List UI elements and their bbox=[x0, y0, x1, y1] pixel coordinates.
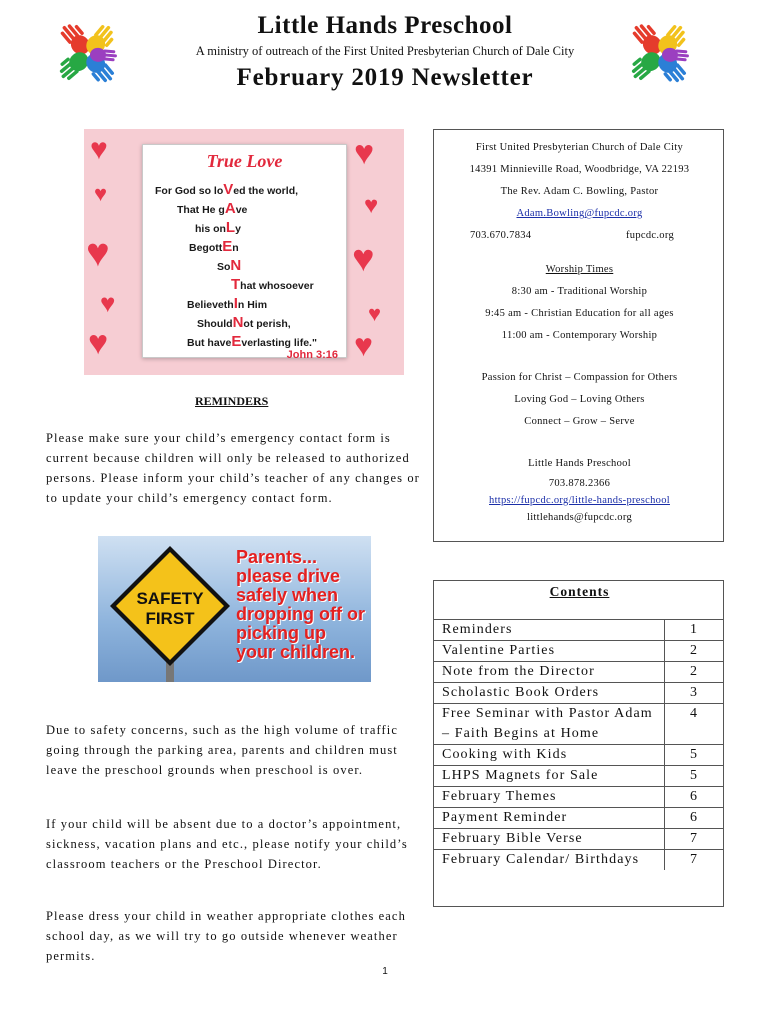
worship-time-1: 8:30 am - Traditional Worship bbox=[511, 286, 648, 297]
heart-icon: ♥ bbox=[88, 325, 109, 362]
reminders-paragraph-3: If your child will be absent due to a doctor’s appointment, sickness, vacation plans and etc., please notify your child’s classroom teachers or the Preschool Director. bbox=[46, 817, 408, 871]
verse-line: BelievethIn Him bbox=[187, 295, 268, 312]
verse-image bbox=[84, 129, 404, 375]
toc-label: February Themes bbox=[434, 787, 665, 808]
safety-sign-line-1: SAFETY bbox=[136, 589, 204, 608]
toc-label: LHPS Magnets for Sale bbox=[434, 766, 665, 787]
reminders-paragraph-4: Please dress your child in weather appropriate clothes each school day, as we will try to go outside whenever weather permits. bbox=[46, 909, 406, 963]
table-row bbox=[434, 745, 723, 766]
verse-line: For God so loVed the world, bbox=[155, 181, 299, 198]
toc-page: 1 bbox=[665, 620, 724, 641]
verse-heading: True Love bbox=[206, 151, 283, 171]
toc-label: Reminders bbox=[434, 620, 665, 641]
table-row bbox=[434, 683, 723, 704]
heart-icon: ♥ bbox=[352, 238, 375, 280]
toc-page: 3 bbox=[665, 683, 724, 704]
preschool-name: Little Hands Preschool bbox=[528, 458, 631, 469]
verse-card bbox=[142, 144, 347, 361]
heart-icon: ♥ bbox=[368, 301, 382, 326]
worship-time-3: 11:00 am - Contemporary Worship bbox=[501, 330, 658, 341]
toc-page: 6 bbox=[665, 808, 724, 829]
pastor-name: The Rev. Adam C. Bowling, Pastor bbox=[500, 186, 659, 197]
toc-label: Free Seminar with Pastor Adam – Faith Begins at Home bbox=[434, 704, 665, 745]
church-phone: 703.670.7834 bbox=[470, 230, 532, 241]
safety-message: Parents... please drive safely when dropping off or picking up your children. bbox=[236, 547, 365, 662]
toc-page: 5 bbox=[665, 766, 724, 787]
reminders-paragraph-2: Due to safety concerns, such as the high volume of traffic going through the parking area, parents and children must leave the preschool grounds when preschool is over. bbox=[46, 723, 399, 777]
heart-icon: ♥ bbox=[100, 289, 116, 318]
preschool-phone: 703.878.2366 bbox=[548, 478, 611, 489]
toc-page: 2 bbox=[665, 662, 724, 683]
contents-heading: Contents bbox=[549, 584, 610, 599]
safety-first-image bbox=[98, 536, 371, 682]
table-row bbox=[434, 641, 723, 662]
toc-label: Payment Reminder bbox=[434, 808, 665, 829]
toc-label: Cooking with Kids bbox=[434, 745, 665, 766]
verse-line: That He gAve bbox=[177, 200, 248, 217]
preschool-email: littlehands@fupcdc.org bbox=[526, 512, 632, 523]
heart-icon: ♥ bbox=[354, 327, 373, 363]
toc-label: Note from the Director bbox=[434, 662, 665, 683]
contents-box bbox=[433, 580, 724, 907]
newsletter-org-title: Little Hands Preschool bbox=[257, 12, 513, 39]
table-row bbox=[434, 829, 723, 850]
verse-line: That whosoever bbox=[231, 276, 314, 293]
church-info-box bbox=[433, 129, 724, 542]
page-number: 1 bbox=[382, 966, 388, 977]
preschool-url-link[interactable]: https://fupcdc.org/little-hands-preschool bbox=[489, 495, 670, 506]
table-row bbox=[434, 662, 723, 683]
toc-page: 7 bbox=[665, 850, 724, 871]
heart-icon: ♥ bbox=[90, 133, 108, 166]
newsletter-title: February 2019 Newsletter bbox=[236, 64, 534, 91]
motto-line-2: Loving God – Loving Others bbox=[514, 394, 645, 405]
motto-line-3: Connect – Grow – Serve bbox=[524, 416, 635, 427]
heart-icon: ♥ bbox=[364, 193, 379, 219]
table-row bbox=[434, 787, 723, 808]
reminders-paragraph-1: Please make sure your child’s emergency contact form is current because children will only be released to authorized persons. Please inform your child’s teacher of any changes or to update your child’s emergency contact form. bbox=[46, 431, 420, 505]
verse-reference: John 3:16 bbox=[286, 349, 338, 361]
table-row bbox=[434, 620, 723, 641]
church-address: 14391 Minnieville Road, Woodbridge, VA 22193 bbox=[469, 164, 690, 175]
worship-heading: Worship Times bbox=[545, 264, 614, 275]
verse-line: BegottEn bbox=[189, 238, 239, 255]
church-website: fupcdc.org bbox=[626, 230, 674, 241]
toc-page: 7 bbox=[665, 829, 724, 850]
verse-line: ShouldNot perish, bbox=[197, 314, 291, 331]
toc-page: 6 bbox=[665, 787, 724, 808]
heart-icon: ♥ bbox=[86, 230, 110, 275]
toc-page: 2 bbox=[665, 641, 724, 662]
safety-sign-icon bbox=[106, 542, 236, 682]
verse-line: SoN bbox=[217, 257, 242, 274]
contents-table bbox=[434, 619, 723, 870]
toc-page: 4 bbox=[665, 704, 724, 745]
table-row bbox=[434, 808, 723, 829]
motto-line-1: Passion for Christ – Compassion for Others bbox=[481, 372, 678, 383]
worship-time-2: 9:45 am - Christian Education for all ages bbox=[485, 308, 674, 319]
heart-icon: ♥ bbox=[94, 181, 108, 206]
table-row bbox=[434, 766, 723, 787]
verse-line: his onLy bbox=[195, 219, 241, 236]
heart-icon: ♥ bbox=[354, 135, 375, 172]
reminders-heading: REMINDERS bbox=[195, 394, 269, 408]
toc-page: 5 bbox=[665, 745, 724, 766]
table-row bbox=[434, 704, 723, 745]
toc-label: Valentine Parties bbox=[434, 641, 665, 662]
ministry-subtitle: A ministry of outreach of the First United Presbyterian Church of Dale City bbox=[195, 44, 575, 58]
church-name: First United Presbyterian Church of Dale City bbox=[475, 142, 684, 153]
pastor-email-link[interactable]: Adam.Bowling@fupcdc.org bbox=[516, 208, 643, 219]
toc-label: Scholastic Book Orders bbox=[434, 683, 665, 704]
verse-line: But haveEverlasting life." bbox=[187, 333, 317, 350]
toc-label: February Bible Verse bbox=[434, 829, 665, 850]
table-row bbox=[434, 850, 723, 871]
safety-sign-line-2: FIRST bbox=[145, 609, 195, 628]
toc-label: February Calendar/ Birthdays bbox=[434, 850, 665, 871]
